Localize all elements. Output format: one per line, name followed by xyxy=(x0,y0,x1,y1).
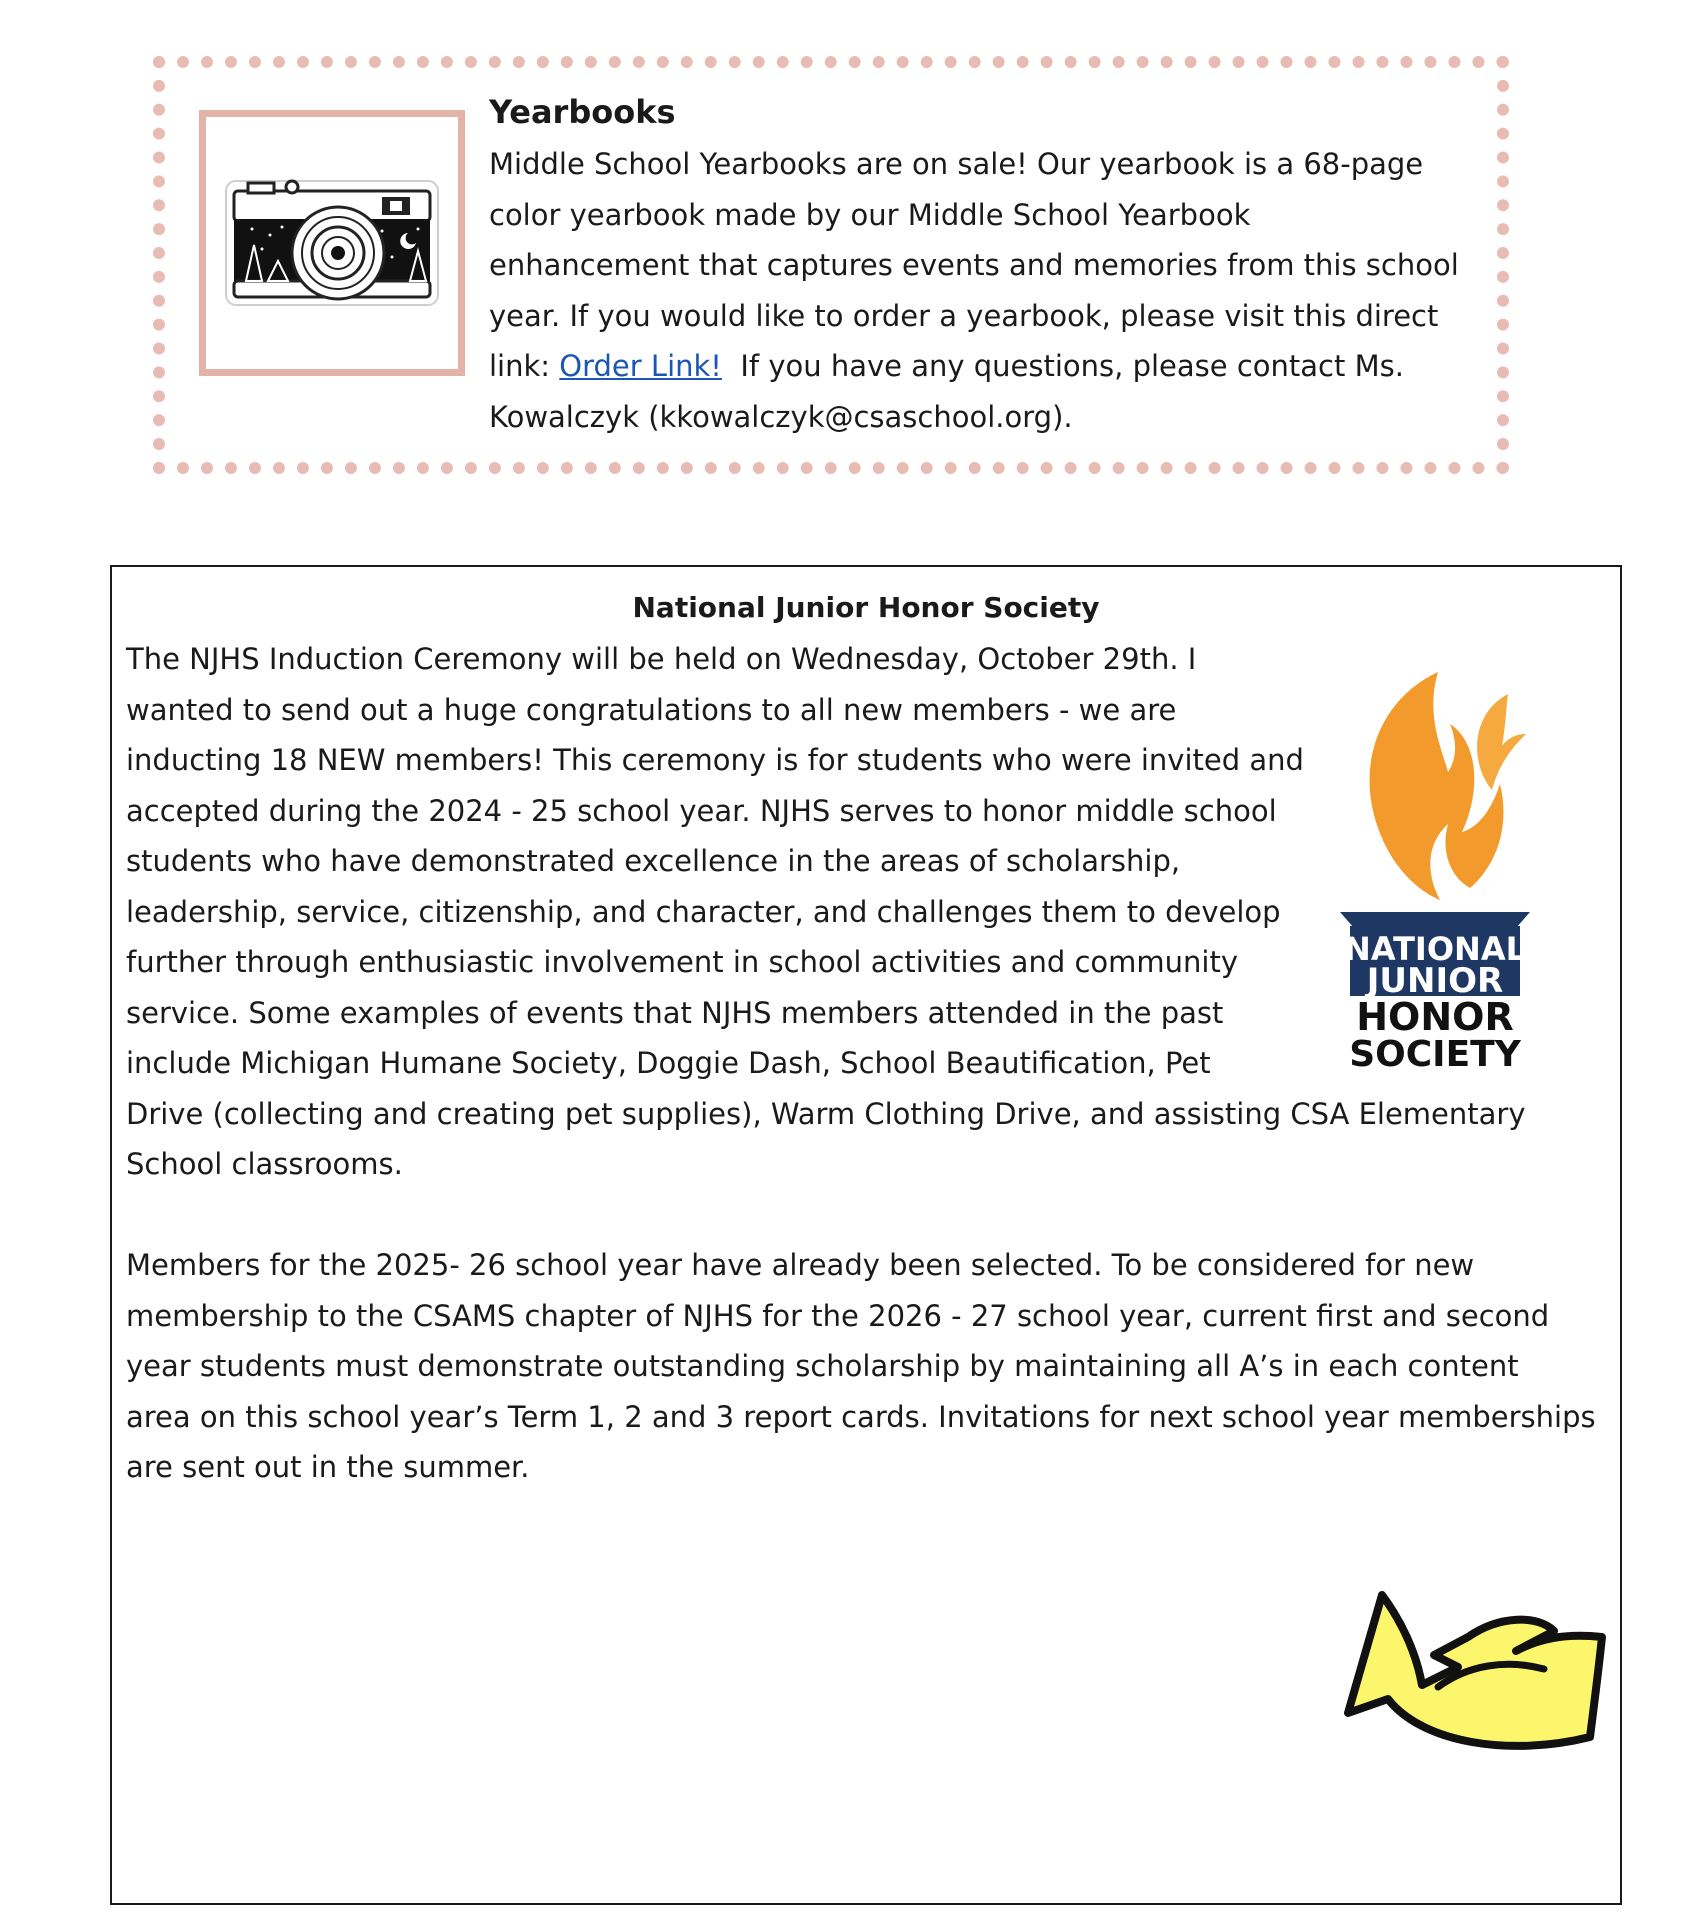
yearbook-title: Yearbooks xyxy=(489,93,676,131)
logo-line: SOCIETY xyxy=(1349,1034,1521,1075)
njhs-line: The NJHS Induction Ceremony will be held on Wednesday, October 29th. I xyxy=(126,642,1197,676)
njhs-line: Members for the 2025- 26 school year have already been selected. To be considered for new xyxy=(126,1248,1475,1282)
njhs-line: inducting 18 NEW members! This ceremony is for students who were invited and xyxy=(126,743,1304,777)
link-suffix: If you have any questions, please contact Ms. xyxy=(721,349,1404,383)
njhs-line: membership to the CSAMS chapter of NJHS for the 2026 - 27 school year, current first and second xyxy=(126,1298,1550,1333)
camera-image-frame xyxy=(199,110,465,376)
njhs-line: School classrooms. xyxy=(126,1147,403,1181)
yearbook-line: Kowalczyk (kkowalczyk@csaschool.org). xyxy=(489,399,1073,434)
njhs-line: further through enthusiastic involvement in school activities and community xyxy=(126,945,1238,979)
curved-arrow-icon xyxy=(1330,1575,1610,1775)
yearbook-line: Middle School Yearbooks are on sale! Our yearbook is a 68-page xyxy=(489,147,1424,181)
njhs-line: Drive (collecting and creating pet supplies), Warm Clothing Drive, and assisting CSA Elementary xyxy=(126,1096,1526,1131)
order-link[interactable]: Order Link! xyxy=(559,349,722,383)
logo-line: NATIONAL xyxy=(1344,930,1526,968)
njhs-line: students who have demonstrated excellence in the areas of scholarship, xyxy=(126,844,1181,878)
njhs-title: National Junior Honor Society xyxy=(632,591,1100,624)
logo-line: JUNIOR xyxy=(1366,961,1504,1001)
njhs-line: area on this school year’s Term 1, 2 and 3 report cards. Invitations for next school year memberships xyxy=(126,1399,1596,1434)
njhs-line: service. Some examples of events that NJHS members attended in the past xyxy=(126,995,1224,1030)
njhs-line: accepted during the 2024 - 25 school year. NJHS serves to honor middle school xyxy=(126,793,1277,828)
link-prefix: link: xyxy=(489,349,560,383)
logo-line: HONOR xyxy=(1356,995,1514,1039)
njhs-paragraph-2 xyxy=(126,1240,1626,1493)
yearbook-line: enhancement that captures events and memories from this school xyxy=(489,248,1459,282)
yearbook-line-with-link xyxy=(489,341,1489,392)
yearbook-body xyxy=(489,139,1489,442)
njhs-line: wanted to send out a huge congratulations to all new members - we are xyxy=(126,692,1177,727)
njhs-line: include Michigan Humane Society, Doggie Dash, School Beautification, Pet xyxy=(126,1046,1211,1080)
yearbook-line: color yearbook made by our Middle School Yearbook xyxy=(489,197,1251,232)
njhs-logo xyxy=(1330,664,1540,1084)
njhs-line: are sent out in the summer. xyxy=(126,1450,530,1484)
flame-icon xyxy=(1370,672,1526,900)
yearbook-line: year. If you would like to order a yearbook, please visit this direct xyxy=(489,298,1439,333)
njhs-line: year students must demonstrate outstanding scholarship by maintaining all A’s in each content xyxy=(126,1349,1519,1383)
camera-icon xyxy=(222,173,442,313)
njhs-line: leadership, service, citizenship, and character, and challenges them to develop xyxy=(126,894,1281,929)
